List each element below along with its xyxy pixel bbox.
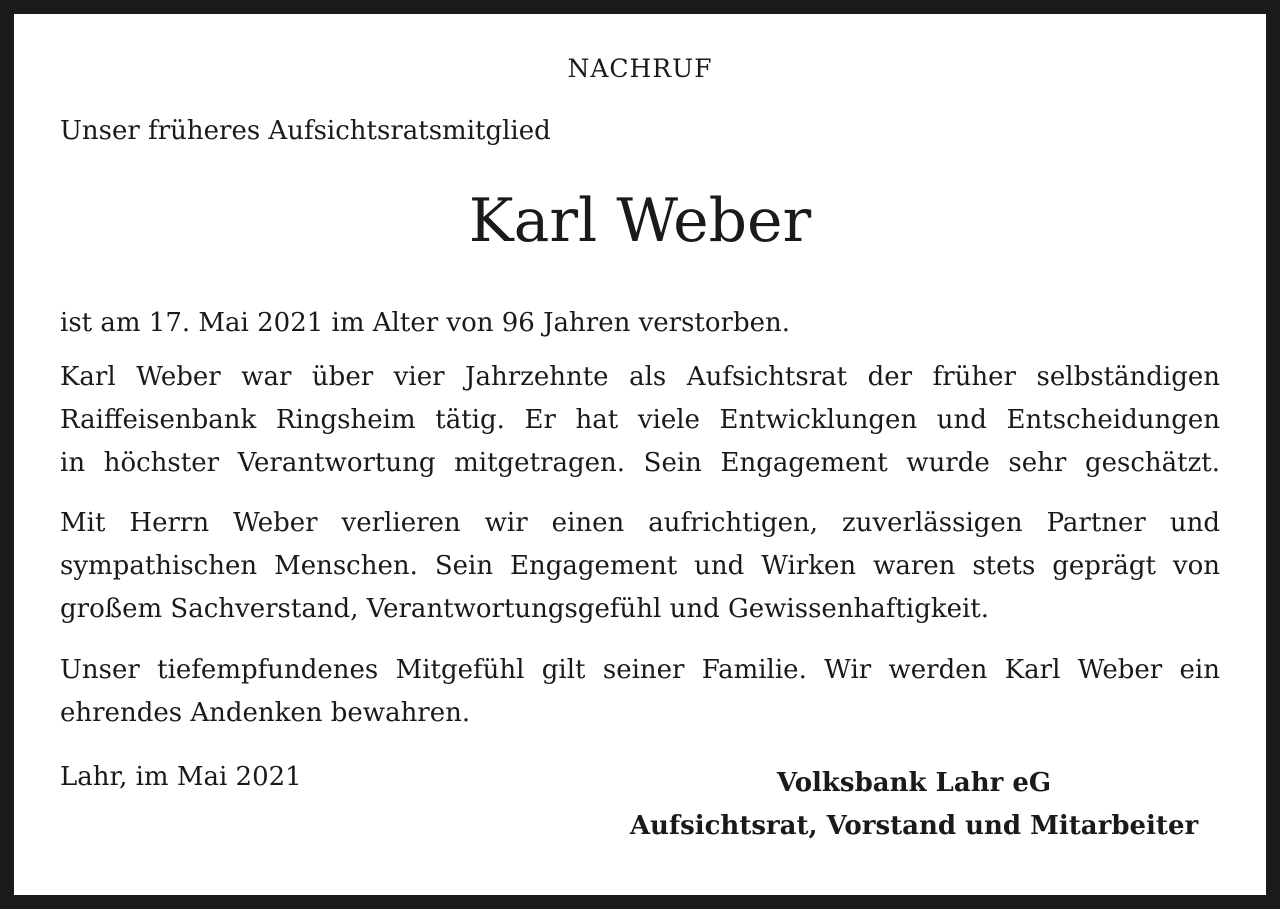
paragraph-tribute [60,502,1220,631]
paragraph-line: in höchster Verantwortung mitgetragen. Sein Engagement wurde sehr geschätzt. [60,448,1220,478]
paragraph-line: großem Sachverstand, Verantwortungsgefühl und Gewissenhaftigkeit. [60,594,990,624]
paragraph-condolence [60,649,1220,735]
paragraph-line: Unser tiefempfundenes Mitgefühl gilt seiner Familie. Wir werden Karl Weber ein [60,655,1220,685]
notice-heading: NACHRUF [567,54,713,83]
place-and-date: Lahr, im Mai 2021 [60,762,302,792]
paragraph-line: Raiffeisenbank Ringsheim tätig. Er hat viele Entwicklungen und Entscheidungen [60,405,1220,435]
paragraph-line: Mit Herrn Weber verlieren wir einen aufrichtigen, zuverlässigen Partner und [60,508,1220,538]
signature-signatories: Aufsichtsrat, Vorstand und Mitarbeiter [629,811,1199,841]
signature-organization: Volksbank Lahr eG [776,768,1052,798]
paragraph-line: sympathischen Menschen. Sein Engagement und Wirken waren stets geprägt von [60,551,1220,581]
deceased-name: Karl Weber [468,186,812,256]
paragraph-career [60,356,1220,485]
paragraph-line: ist am 17. Mai 2021 im Alter von 96 Jahren verstorben. [60,308,791,338]
intro-line: Unser früheres Aufsichtsratsmitglied [60,116,551,146]
paragraph-line: Karl Weber war über vier Jahrzehnte als Aufsichtsrat der früher selbständigen [60,362,1220,392]
paragraph-line: ehrendes Andenken bewahren. [60,698,471,728]
signature-block [614,762,1214,848]
paragraph-death-date [60,302,1220,345]
obituary-notice [14,14,1266,895]
